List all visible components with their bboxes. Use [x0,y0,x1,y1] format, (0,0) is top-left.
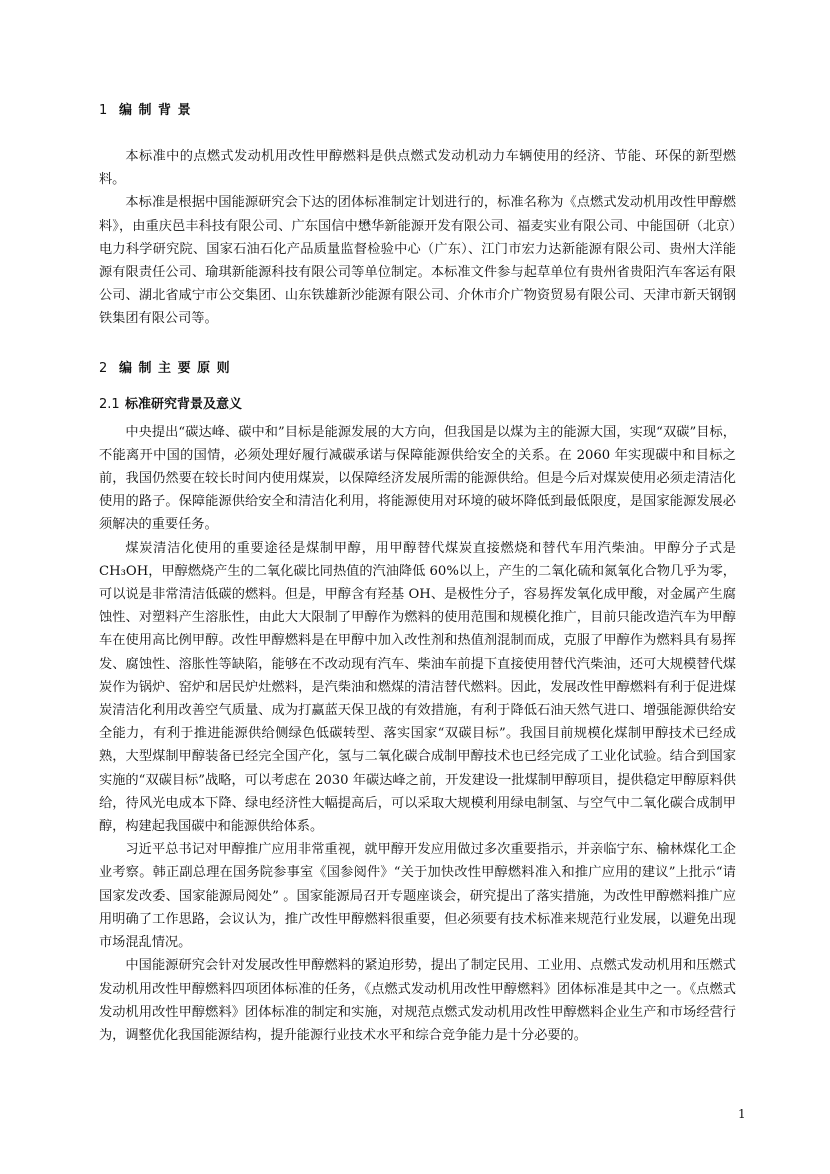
paragraph: 本标准是根据中国能源研究会下达的团体标准制定计划进行的，标准名称为《点燃式发动机用改性甲醇燃料》，由重庆邑丰科技有限公司、广东国信中懋华新能源开发有限公司、福麦实业有限公司、中能国研（北京）电力科学研究院、国家石油石化产品质量监督检验中心（广东）、江门市宏力达新能源有限公司、贵州大洋能源有限责任公司、瑜琪新能源科技有限公司等单位制定。本标准文件参与起草单位有贵州省贵阳汽车客运有限公司、湖北省咸宁市公交集团、山东铁雄新沙能源有限公司、介休市介广物资贸易有限公司、天津市新天钢钢铁集团有限公司等。 [99,195,736,327]
paragraph: 煤炭清洁化使用的重要途径是煤制甲醇，用甲醇替代煤炭直接燃烧和替代车用汽柴油。甲醇分子式是 CH₃OH，甲醇燃烧产生的二氧化碳比同热值的汽油降低 60%以上，产生的二氧化硫和氮氧化合物几乎为零，可以说是非常清洁低碳的燃料。但是，甲醇含有羟基 OH、是极性分子，容易挥发氧化成甲酸，对金属产生腐蚀性、对塑料产生溶胀性，由此大大限制了甲醇作为燃料的使用范围和规模化推广，目前只能改造汽车为甲醇车在使用高比例甲醇。改性甲醇燃料是在甲醇中加入改性剂和热值剂混制而成，克服了甲醇作为燃料具有易挥发、腐蚀性、溶胀性等缺陷，能够在不改动现有汽车、柴油车前提下直接使用替代汽柴油，还可大规模替代煤炭作为锅炉、窑炉和居民炉灶燃料，是汽柴油和燃煤的清洁替代燃料。因此，发展改性甲醇燃料有利于促进煤炭清洁化利用改善空气质量、成为打赢蓝天保卫战的有效措施，有利于降低石油天然气进口、增强能源供给安全能力，有利于推进能源供给侧绿色低碳转型、落实国家“双碳目标”。我国目前规模化煤制甲醇技术已经成熟，大型煤制甲醇装备已经完全国产化，氢与二氧化碳合成制甲醇技术也已经完成了工业化试验。结合到国家实施的“双碳目标”战略，可以考虑在 2030 年碳达峰之前，开发建设一批煤制甲醇项目，提供稳定甲醇原料供给，待风光电成本下降、绿电经济性大幅提高后，可以采取大规模利用绿电制氢、与空气中二氧化碳合成制甲醇，构建起我国碳中和能源供给体系。 [99,540,736,835]
section-2-1-heading [99,395,736,415]
section-2-1-title: 标准研究背景及意义 [125,396,243,412]
paragraph: 习近平总书记对甲醇推广应用非常重视，就甲醇开发应用做过多次重要指示，并亲临宁东、榆林煤化工企业考察。韩正副总理在国务院参事室《国参阅件》“关于加快改性甲醇燃料准入和推广应用的建议”上批示“请国家发改委、国家能源局阅处” 。国家能源局召开专题座谈会，研究提出了落实措施，为改性甲醇燃料推广应用明确了工作思路，会议认为，推广改性甲醇燃料很重要，但必须要有技术标准来规范行业发展，以避免出现市场混乱情况。 [99,842,736,951]
section-1-title: 编 制 背 景 [119,103,192,118]
paragraph: 中国能源研究会针对发展改性甲醇燃料的紧迫形势，提出了制定民用、工业用、点燃式发动机用和压燃式发动机用改性甲醇燃料四项团体标准的任务，《点燃式发动机用改性甲醇燃料》团体标准是其中之一。《点燃式发动机用改性甲醇燃料》团体标准的制定和实施，对规范点燃式发动机用改性甲醇燃料企业生产和市场经营行为，调整优化我国能源结构，提升能源行业技术水平和综合竞争能力是十分必要的。 [99,958,736,1043]
paragraph: 本标准中的点燃式发动机用改性甲醇燃料是供点燃式发动机动力车辆使用的经济、节能、环保的新型燃料。 [99,149,736,188]
section-2-heading [99,359,736,379]
section-2-title: 编 制 主 要 原 则 [119,360,231,376]
paragraph: 中央提出“碳达峰、碳中和”目标是能源发展的大方向，但我国是以煤为主的能源大国，实现“双碳”目标，不能离开中国的国情，必须处理好履行减碳承诺与保障能源供给安全的关系。在 2060 年实现碳中和目标之前，我国仍然要在较长时间内使用煤炭，以保障经济发展所需的能源供给。但是今后对煤炭使用必须走清洁化使用的路子。保障能源供给安全和清洁化利用，将能源使用对环境的破坏降低到最低限度，是国家能源发展必须解决的重要任务。 [99,424,736,533]
page-body [99,101,736,1047]
page-number: 1 [738,1107,746,1121]
section-2-number: 2 [99,360,109,376]
section-2-1-number: 2.1 [99,396,120,412]
section-1-number: 1 [99,103,109,118]
section-1-heading [99,101,736,121]
